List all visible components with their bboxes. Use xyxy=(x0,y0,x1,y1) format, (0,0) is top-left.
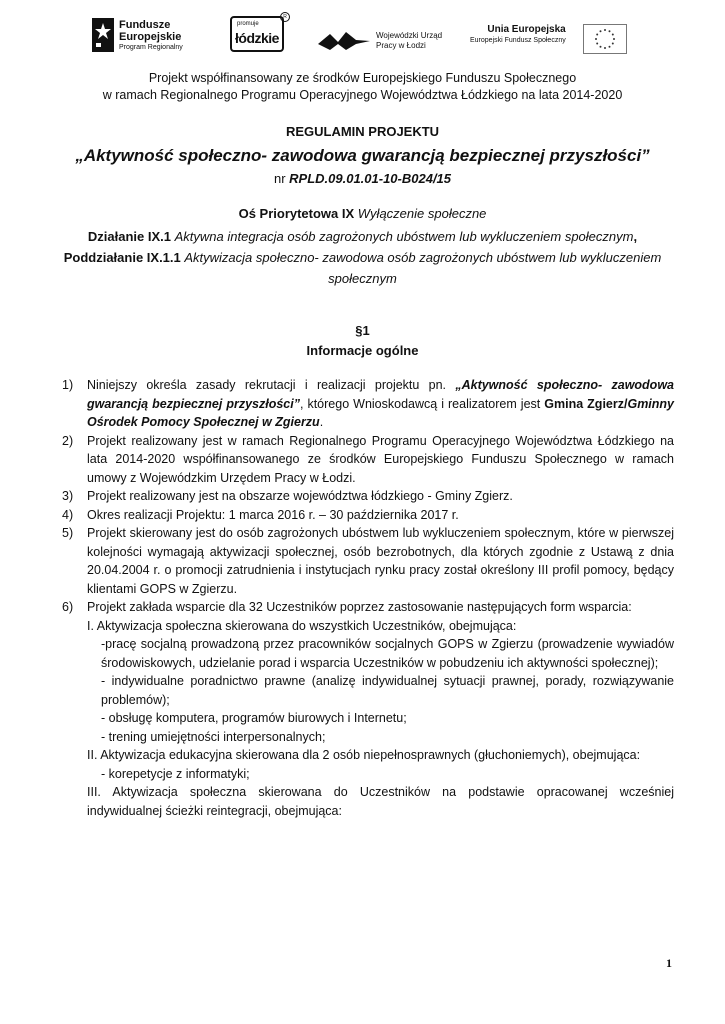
priority-axis-text: Wyłączenie społeczne xyxy=(357,206,487,221)
support-forms xyxy=(87,617,674,821)
submeasure-text: Aktywizacja społeczno- zawodowa osób zagrożonych ubóstwem lub wykluczeniem społecznym xyxy=(184,250,662,286)
project-title: „Aktywność społeczno- zawodowa gwarancją bezpiecznej przyszłości” xyxy=(75,146,650,165)
list-item xyxy=(62,598,674,820)
item1-gops: Gminny Ośrodek Pomocy Społecznej w Zgierzu xyxy=(87,396,675,429)
list-item xyxy=(62,487,674,506)
item2-text: Projekt realizowany jest w ramach Regionalnego Programu Operacyjnego Województwa Łódzkiego na lata 2014-2020 współfinansowanego ze środków Europejskiego Funduszu Społecznego w ramach umowy z Wojewódzkim Urzędem Pracy w Łodzi. xyxy=(87,433,674,485)
item1-project-name: „Aktywność społeczno- zawodowa gwarancją bezpiecznej przyszłości” xyxy=(87,378,674,411)
fe-line1: Fundusze xyxy=(119,18,171,31)
item1-gmina: Gmina Zgierz/ xyxy=(544,396,628,411)
item4-text: Okres realizacji Projektu: 1 marca 2016 r. – 30 października 2017 r. xyxy=(87,507,459,522)
support-form-1: I. Aktywizacja społeczna skierowana do wszystkich Uczestników, obejmująca: xyxy=(87,618,517,633)
ue-line1: Unia Europejska xyxy=(487,24,566,35)
registered-icon: R xyxy=(280,12,290,22)
item1-text-f: . xyxy=(319,415,324,429)
lodzkie-logo xyxy=(230,14,287,52)
item1-text-c: , którego Wnioskodawcą i realizatorem jest xyxy=(299,396,545,411)
item1-text-a: Niniejszy określa zasady rekrutacji i realizacji projektu pn. xyxy=(87,378,456,392)
section-number: §1 xyxy=(355,323,370,338)
fundusze-europejskie-logo xyxy=(92,18,183,52)
section-title: Informacje ogólne xyxy=(306,343,419,358)
priority-axis-label: Oś Priorytetowa IX xyxy=(238,206,358,221)
item-number: 4) xyxy=(62,507,74,522)
item-number: 1) xyxy=(62,378,74,392)
lodz-small: promuje xyxy=(237,21,259,27)
ue-line2: Europejski Fundusz Społeczny xyxy=(470,37,566,44)
project-number-prefix: nr xyxy=(273,171,290,186)
eu-flag-icon xyxy=(583,24,627,54)
submeasure-line xyxy=(40,247,685,289)
item3-text: Projekt realizowany jest na obszarze województwa łódzkiego - Gminy Zgierz. xyxy=(87,489,513,503)
measure-text: Aktywna integracja osób zagrożonych ubóstwem lub wykluczeniem społecznym xyxy=(174,229,634,244)
item-number: 2) xyxy=(62,433,74,448)
item6-text: Projekt zakłada wsparcie dla 32 Uczestników poprzez zastosowanie następujących form wsparcia: xyxy=(87,600,632,614)
funding-line1: Projekt współfinansowany ze środków Europejskiego Funduszu Społecznego xyxy=(148,71,577,85)
project-number xyxy=(0,171,725,186)
support-2a: - korepetycje z informatyki; xyxy=(101,766,250,781)
wup-arrow-icon xyxy=(318,30,370,52)
regulamin-title: REGULAMIN PROJEKTU xyxy=(285,124,440,139)
fe-line3: Program Regionalny xyxy=(119,43,183,51)
support-1c: - obsługę komputera, programów biurowych i Internetu; xyxy=(101,711,407,725)
measure-comma: , xyxy=(633,229,638,244)
item-number: 5) xyxy=(62,526,74,540)
fe-star-icon xyxy=(92,18,114,52)
list-item xyxy=(62,506,674,525)
list-item xyxy=(62,432,674,488)
page-number: 1 xyxy=(666,956,672,970)
ue-logo-text xyxy=(470,24,566,46)
measure-line xyxy=(40,226,685,247)
general-info-list xyxy=(62,376,674,820)
lodz-big: łódzkie xyxy=(235,30,279,46)
support-1b: - indywidualne poradnictwo prawne (analizę indywidualnej sytuacji prawnej, porady, rozwiązywanie problemów); xyxy=(101,674,674,707)
list-item xyxy=(62,376,674,432)
list-item xyxy=(62,524,674,598)
funding-header xyxy=(0,70,725,104)
submeasure-label: Poddziałanie IX.1.1 xyxy=(63,250,185,265)
priority-axis xyxy=(0,206,725,221)
item5-text: Projekt skierowany jest do osób zagrożonych ubóstwem lub wykluczeniem społecznym, które w pierwszej kolejności wymagają aktywizacji społecznej, osób bezrobotnych, dla których zgodnie z Ustawą z dnia 20.04.2004 r. o promocji zatrudnienia i instytucjach rynku pracy został określony III profil pomocy, będący klientami GOPS w Zgierzu. xyxy=(87,526,674,596)
support-1a: -pracę socjalną prowadzoną przez pracowników socjalnych GOPS w Zgierzu (prowadzenie wywiadów środowiskowych, udzielanie porad i wsparcia Uczestników w pobudzeniu ich aktywności społecznej); xyxy=(101,637,674,670)
support-form-3: III. Aktywizacja społeczna skierowana do Uczestników na podstawie opracowanej wcześniej indywidualnej ścieżki reintegracji, obejmująca: xyxy=(87,785,674,818)
support-1d: - trening umiejętności interpersonalnych; xyxy=(101,729,326,744)
item-number: 6) xyxy=(62,600,74,614)
funding-line2: w ramach Regionalnego Programu Operacyjnego Województwa Łódzkiego na lata 2014-2020 xyxy=(102,88,623,102)
wup-logo xyxy=(318,30,442,52)
wup-line2: Pracy w Łodzi xyxy=(376,41,426,50)
measure-label: Działanie IX.1 xyxy=(87,229,175,244)
fe-line2: Europejskie xyxy=(119,30,182,43)
measure-block xyxy=(40,226,685,289)
logo-bar xyxy=(0,0,725,72)
project-number-value: RPLD.09.01.01-10-B024/15 xyxy=(289,171,452,186)
wup-line1: Wojewódzki Urząd xyxy=(376,31,443,40)
support-form-2: II. Aktywizacja edukacyjna skierowana dla 2 osób niepełnosprawnych (głuchoniemych), obejmująca: xyxy=(87,748,641,762)
item-number: 3) xyxy=(62,489,74,503)
